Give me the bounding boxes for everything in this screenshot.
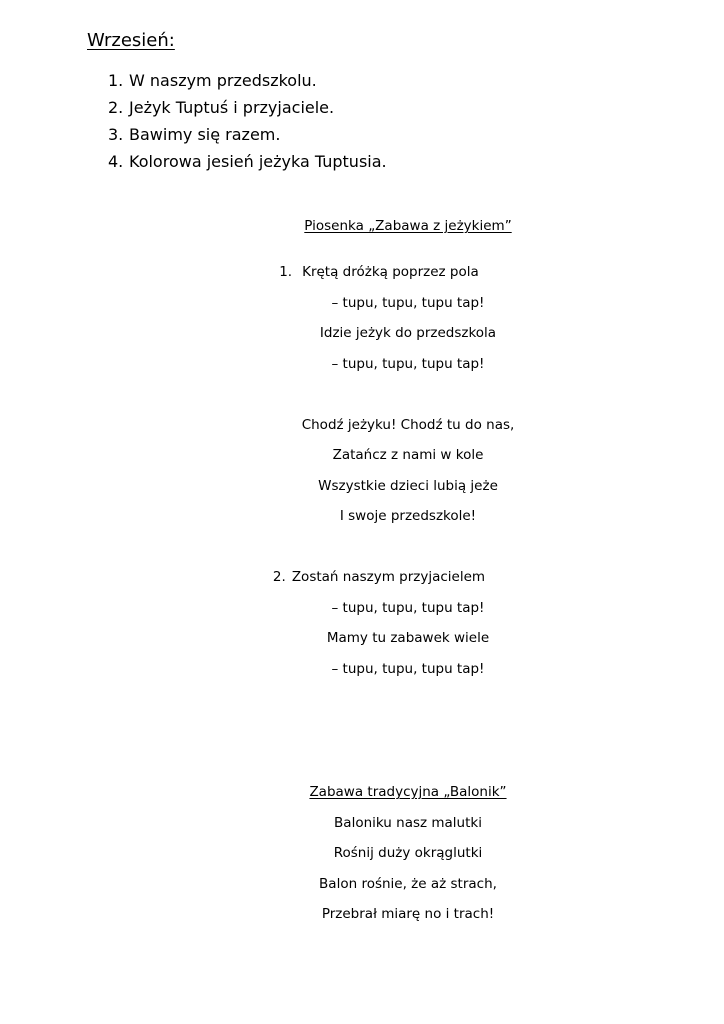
list-item [108, 151, 387, 178]
verse-number: 2. [272, 569, 286, 585]
verse-2-line-1 [240, 567, 528, 598]
stanza-gap [240, 384, 528, 415]
verse-2-line-2: – tupu, tupu, tupu tap! [331, 599, 485, 616]
verse-1-line-4: – tupu, tupu, tupu tap! [331, 355, 485, 372]
game-title: Zabawa tradycyjna „Balonik” [309, 784, 507, 800]
lyric-text: Krętą dróżką poprzez pola [302, 264, 479, 280]
list-item-text: W naszym przedszkolu. [129, 71, 317, 90]
verse-2-line-4: – tupu, tupu, tupu tap! [331, 660, 485, 677]
stanza-gap [240, 537, 528, 568]
verse-1-line-2: – tupu, tupu, tupu tap! [331, 294, 485, 311]
list-item [108, 124, 387, 151]
verse-1-line-1 [240, 262, 528, 293]
page-title: Wrzesień: [87, 30, 175, 51]
list-item-text: Kolorowa jesień jeżyka Tuptusia. [129, 152, 387, 171]
chorus-line-4: I swoje przedszkole! [339, 508, 477, 524]
game-line-4: Przebrał miarę no i trach! [321, 906, 495, 922]
game-line-1: Baloniku nasz malutki [334, 814, 482, 831]
chorus-line-3: Wszystkie dzieci lubią jeże [318, 477, 498, 494]
list-number: 4. [108, 152, 124, 171]
verse-number: 1. [279, 264, 293, 280]
chorus-line-2: Zatańcz z nami w kole [332, 447, 484, 463]
list-number: 2. [108, 98, 124, 117]
list-item [108, 70, 387, 97]
song-title: Piosenka „Zabawa z jeżykiem” [304, 218, 512, 234]
topic-list [108, 70, 387, 178]
list-item-text: Jeżyk Tuptuś i przyjaciele. [129, 98, 335, 117]
game-line-3: Balon rośnie, że aż strach, [319, 875, 497, 892]
list-number: 1. [108, 71, 124, 90]
verse-1-line-3: Idzie jeżyk do przedszkola [319, 325, 497, 341]
game-line-2: Rośnij duży okrąglutki [333, 845, 483, 861]
list-number: 3. [108, 125, 124, 144]
game-section [240, 782, 528, 935]
verse-2-line-3: Mamy tu zabawek wiele [326, 630, 490, 646]
list-item-text: Bawimy się razem. [129, 125, 281, 144]
song-section [240, 216, 528, 689]
list-item [108, 97, 387, 124]
lyric-text: Zostań naszym przyjacielem [291, 569, 486, 585]
chorus-line-1: Chodź jeżyku! Chodź tu do nas, [301, 416, 515, 433]
